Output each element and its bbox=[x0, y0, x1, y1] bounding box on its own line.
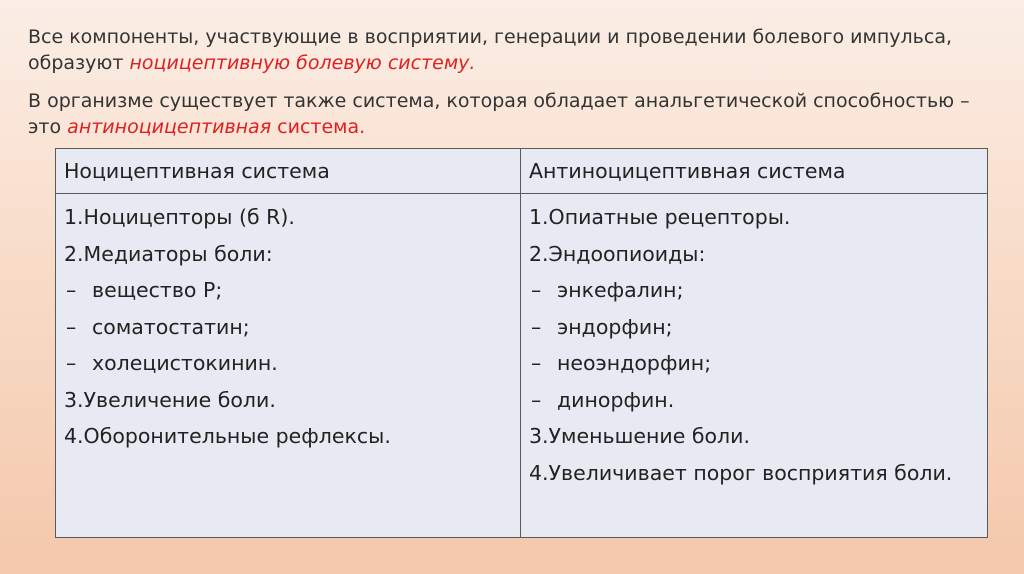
table-row bbox=[56, 194, 988, 538]
highlight-system-word: система. bbox=[271, 116, 366, 138]
nociceptive-item bbox=[64, 309, 520, 346]
nociceptive-item bbox=[64, 199, 520, 236]
intro-text-1: Все компоненты, участвующие в восприятии, генерации и проведении болевого импульса, образуют bbox=[28, 26, 953, 74]
dash-marker: – bbox=[66, 314, 77, 339]
header-antinociceptive: Антиноцицептивная система bbox=[521, 149, 988, 194]
dash-marker: – bbox=[531, 314, 542, 339]
nociceptive-item-text: холецистокинин. bbox=[92, 351, 278, 375]
antinociceptive-item-text: 2.Эндоопиоиды: bbox=[529, 241, 706, 266]
antinociceptive-item bbox=[529, 309, 987, 346]
nociceptive-list bbox=[64, 199, 520, 455]
nociceptive-item bbox=[64, 345, 520, 382]
highlight-antinociceptive-word: антиноцицептивная bbox=[67, 116, 272, 138]
antinociceptive-item bbox=[529, 418, 987, 455]
antinociceptive-item-text: динорфин. bbox=[557, 387, 675, 412]
antinociceptive-item-text: энкефалин; bbox=[557, 278, 684, 302]
antinociceptive-item-text: 1.Опиатные рецепторы. bbox=[529, 205, 791, 229]
antinociceptive-item-text: 3.Уменьшение боли. bbox=[529, 424, 750, 448]
nociceptive-item bbox=[64, 272, 520, 309]
antinociceptive-cell bbox=[521, 194, 988, 538]
intro-paragraph-nociceptive bbox=[28, 24, 988, 76]
antinociceptive-item bbox=[529, 272, 987, 309]
antinociceptive-item-text: эндорфин; bbox=[557, 314, 673, 339]
nociceptive-item bbox=[64, 236, 520, 273]
highlight-nociceptive-system: ноцицептивную болевую систему. bbox=[129, 52, 476, 74]
nociceptive-item-text: 3.Увеличение боли. bbox=[64, 387, 276, 412]
dash-marker: – bbox=[531, 387, 542, 412]
comparison-table bbox=[55, 148, 988, 538]
nociceptive-item-text: 2.Медиаторы боли: bbox=[64, 241, 273, 266]
dash-marker: – bbox=[531, 278, 542, 302]
table-header-row bbox=[56, 149, 988, 194]
intro-text-2: В организме существует также система, которая обладает анальгетической способностью – это bbox=[28, 90, 970, 138]
nociceptive-item-text: вещество Р; bbox=[92, 278, 223, 302]
antinociceptive-item bbox=[529, 455, 987, 490]
nociceptive-item bbox=[64, 418, 520, 455]
antinociceptive-item bbox=[529, 382, 987, 419]
antinociceptive-item bbox=[529, 236, 987, 273]
nociceptive-cell bbox=[56, 194, 521, 538]
dash-marker: – bbox=[531, 351, 542, 375]
nociceptive-item-text: 4.Оборонительные рефлексы. bbox=[64, 424, 391, 448]
antinociceptive-item-text: неоэндорфин; bbox=[557, 351, 712, 375]
dash-marker: – bbox=[66, 351, 77, 375]
antinociceptive-list bbox=[529, 199, 987, 490]
header-nociceptive: Ноцицептивная система bbox=[56, 149, 521, 194]
intro-paragraph-antinociceptive bbox=[28, 88, 988, 140]
nociceptive-item-text: соматостатин; bbox=[92, 314, 250, 339]
nociceptive-item bbox=[64, 382, 520, 419]
dash-marker: – bbox=[66, 278, 77, 302]
antinociceptive-item bbox=[529, 345, 987, 382]
antinociceptive-item-text: 4.Увеличивает порог восприятия боли. bbox=[529, 460, 953, 485]
nociceptive-item-text: 1.Ноцицепторы (б R). bbox=[64, 205, 295, 229]
antinociceptive-item bbox=[529, 199, 987, 236]
